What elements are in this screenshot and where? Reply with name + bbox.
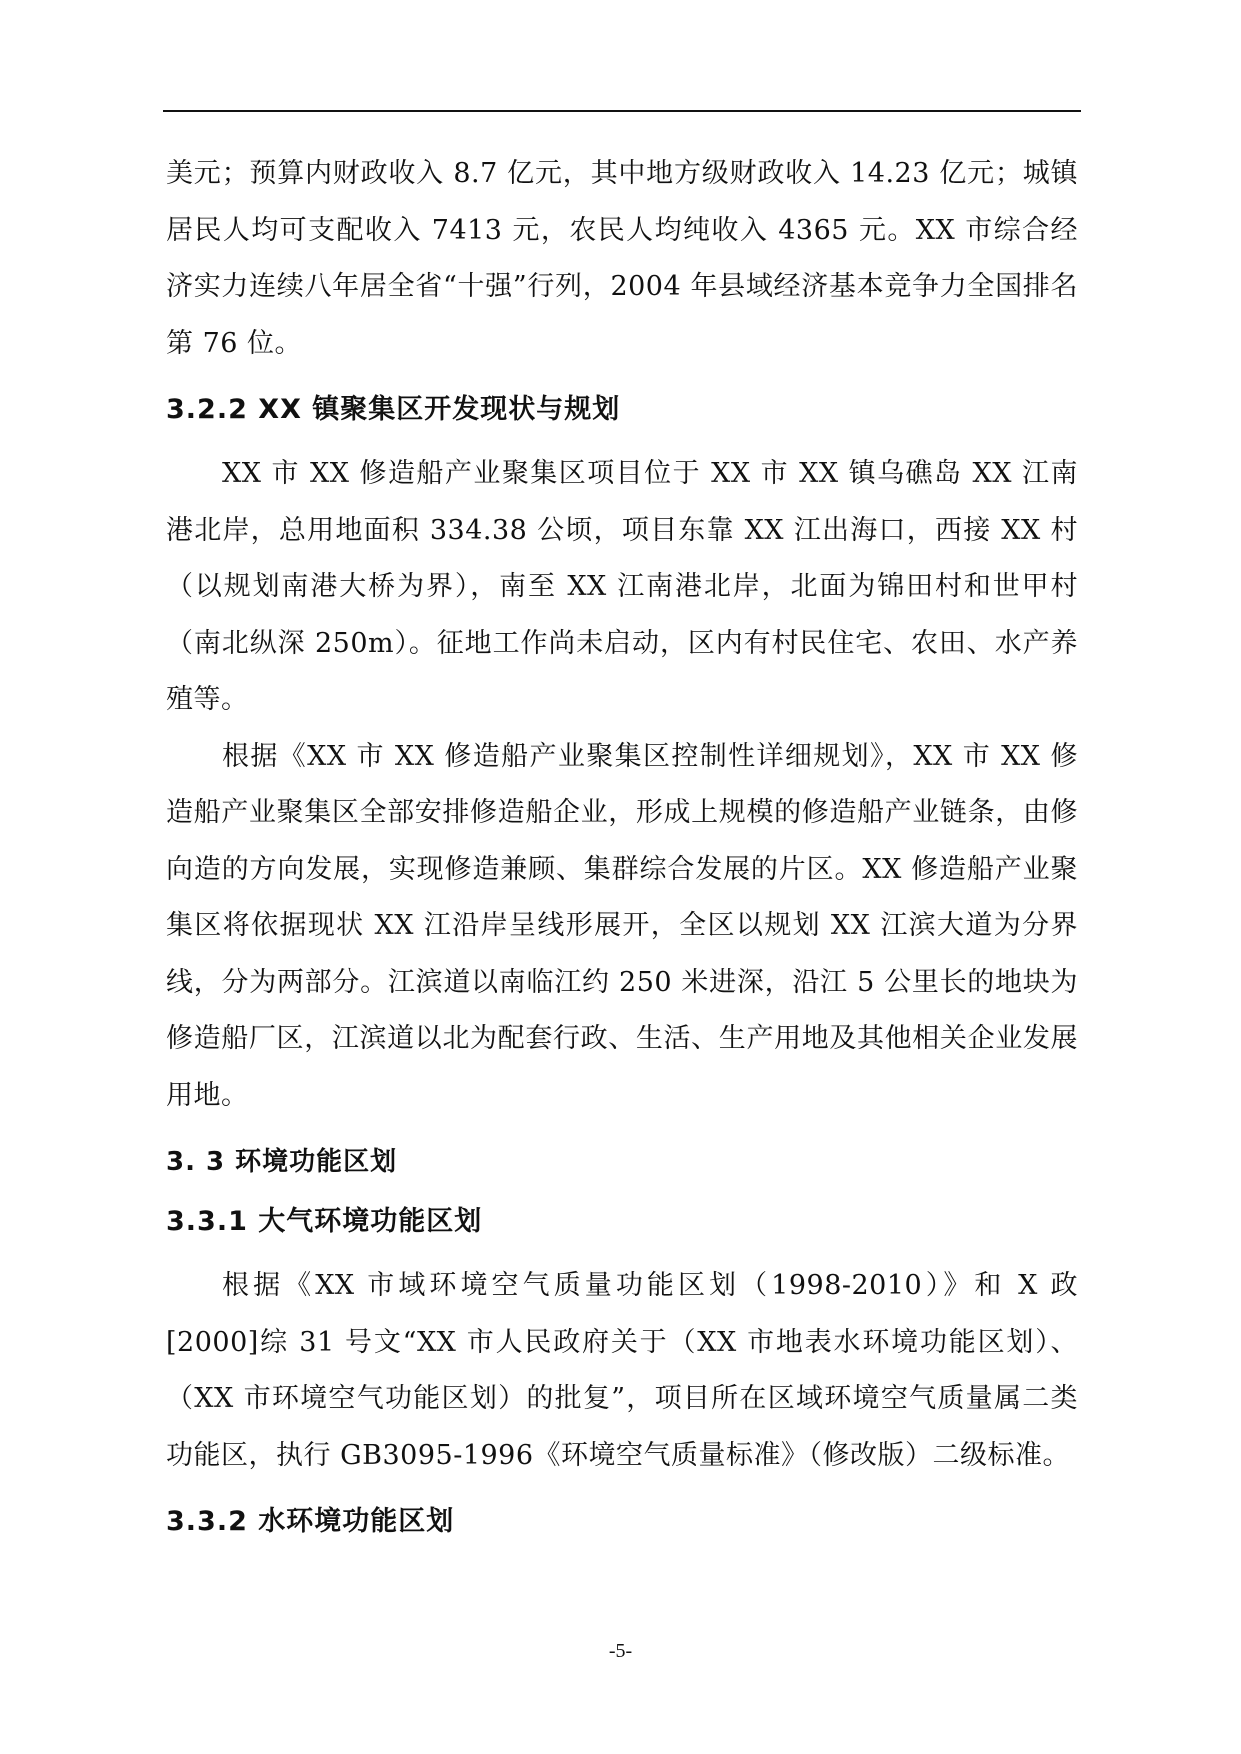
paragraph-air-quality: 根据《XX 市域环境空气质量功能区划（1998-2010）》和 X 政[2000]综 31 号文“XX 市人民政府关于（XX 市地表水环境功能区划）、（XX 市环境空气功能区划）的批复”，项目所在区域环境空气质量属二类功能区，执行 GB3095-1996《环境空气质量标准》（修改版）二级标准。 — [166, 1270, 1078, 1471]
page-number: -5- — [608, 1640, 633, 1662]
heading-3-2-2: 3.2.2 XX 镇聚集区开发现状与规划 — [166, 394, 621, 425]
heading-3-3-2: 3.3.2 水环境功能区划 — [166, 1506, 455, 1537]
heading-3-3-1: 3.3.1 大气环境功能区划 — [166, 1206, 483, 1237]
paragraph-project-location: XX 市 XX 修造船产业聚集区项目位于 XX 市 XX 镇乌礁岛 XX 江南港北岸，总用地面积 334.38 公顷，项目东靠 XX 江出海口，西接 XX 村（以规划南港大桥为界），南至 XX 江南港北岸，北面为锦田村和世甲村（南北纵深 250m）。征地工作尚未启动，区内有村民住宅、农田、水产养殖等。 — [166, 458, 1078, 715]
heading-3-3: 3. 3 环境功能区划 — [166, 1147, 398, 1177]
header-rule — [163, 110, 1081, 112]
document-body — [166, 146, 1078, 1558]
paragraph-economy-summary: 美元；预算内财政收入 8.7 亿元，其中地方级财政收入 14.23 亿元；城镇居民人均可支配收入 7413 元，农民人均纯收入 4365 元。XX 市综合经济实力连续八年居全省“十强”行列，2004 年县域经济基本竞争力全国排名第 76 位。 — [166, 158, 1078, 359]
paragraph-planning: 根据《XX 市 XX 修造船产业聚集区控制性详细规划》，XX 市 XX 修造船产业聚集区全部安排修造船企业，形成上规模的修造船产业链条，由修向造的方向发展，实现修造兼顾、集群综合发展的片区。XX 修造船产业聚集区将依据现状 XX 江沿岸呈线形展开，全区以规划 XX 江滨大道为分界线，分为两部分。江滨道以南临江约 250 米进深，沿江 5 公里长的地块为修造船厂区，江滨道以北为配套行政、生活、生产用地及其他相关企业发展用地。 — [166, 740, 1078, 1111]
